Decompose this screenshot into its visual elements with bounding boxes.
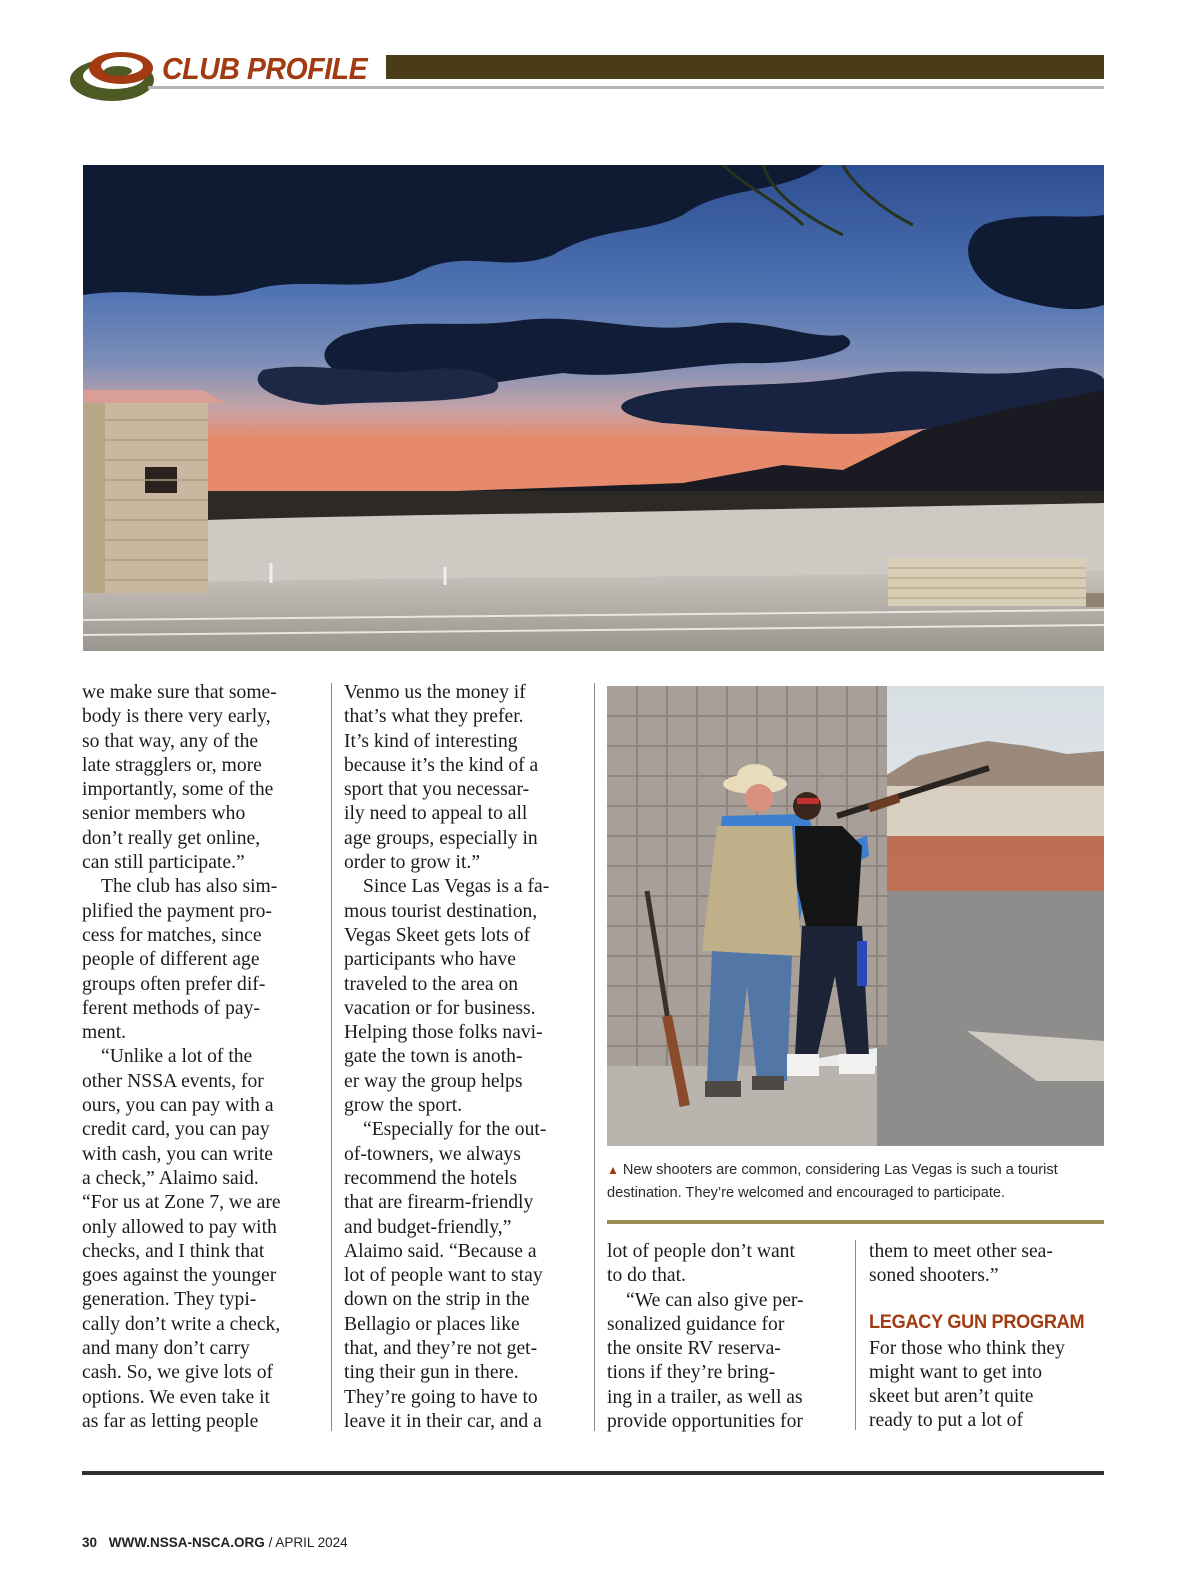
- text-line: the onsite RV reserva-: [607, 1338, 781, 1360]
- text-line: ment.: [82, 1022, 127, 1044]
- text-line: a check,” Alaimo said.: [82, 1167, 259, 1189]
- text-line: Since Las Vegas is a fa-: [363, 876, 550, 898]
- section-subhead: LEGACY GUN PROGRAM: [869, 1310, 1085, 1333]
- article-column-4: [869, 1240, 1109, 1434]
- text-line: might want to get into: [869, 1361, 1043, 1383]
- text-line: They’re going to have to: [344, 1386, 538, 1408]
- text-line: goes against the younger: [82, 1265, 277, 1287]
- photo-caption-text: New shooters are common, considering Las Vegas is such a tourist destination. They’re welcomed and encouraged to participate.: [607, 1162, 1058, 1201]
- text-line: lot of people don’t want: [607, 1241, 795, 1262]
- text-line: credit card, you can pay: [82, 1119, 270, 1141]
- text-line: to do that.: [607, 1265, 686, 1287]
- text-line: ing in a trailer, as well as: [607, 1386, 803, 1408]
- column-rule: [855, 1240, 856, 1430]
- text-line: importantly, some of the: [82, 779, 274, 801]
- footer-rule: [82, 1471, 1104, 1475]
- hero-photo-skeet-field-dusk: [83, 165, 1104, 651]
- text-line: provide opportunities for: [607, 1411, 803, 1433]
- column-4-bottom: [869, 1337, 1109, 1434]
- text-line: of-towners, we always: [344, 1143, 521, 1165]
- text-line: leave it in their car, and a: [344, 1410, 542, 1432]
- text-line: and many don’t carry: [82, 1338, 250, 1360]
- text-line: Venmo us the money if: [344, 682, 526, 703]
- issue-date: / APRIL 2024: [268, 1535, 348, 1550]
- text-line: only allowed to pay with: [82, 1216, 277, 1238]
- text-line: that, and they’re not get-: [344, 1338, 538, 1360]
- text-line: sport that you necessar-: [344, 779, 530, 801]
- text-line: For those who think they: [869, 1337, 1065, 1359]
- text-line: age groups, especially in: [344, 827, 538, 849]
- text-line: traveled to the area on: [344, 973, 519, 995]
- text-line: so that way, any of the: [82, 730, 259, 752]
- text-line: cash. So, we give lots of: [82, 1362, 274, 1384]
- text-line: “We can also give per-: [626, 1289, 804, 1311]
- photo-caption: [607, 1159, 1107, 1205]
- text-line: plified the payment pro-: [82, 900, 272, 922]
- page-number: 30: [82, 1535, 98, 1550]
- header-rule: [148, 86, 1104, 89]
- text-line: Alaimo said. “Because a: [344, 1240, 537, 1262]
- article-column-3: [607, 1240, 847, 1434]
- text-line: “Unlike a lot of the: [101, 1046, 253, 1068]
- column-rule: [594, 683, 595, 1431]
- text-line: them to meet other sea-: [869, 1241, 1053, 1262]
- text-line: “For us at Zone 7, we are: [82, 1192, 281, 1214]
- text-line: because it’s the kind of a: [344, 754, 539, 776]
- text-line: It’s kind of interesting: [344, 730, 518, 752]
- article-column-1: [82, 681, 318, 1434]
- site-url-link[interactable]: WWW.NSSA-NSCA.ORG: [108, 1535, 265, 1550]
- text-line: cally don’t write a check,: [82, 1313, 281, 1335]
- column-4-top: [869, 1240, 1109, 1289]
- text-line: body is there very early,: [82, 706, 271, 728]
- text-line: er way the group helps: [344, 1070, 523, 1092]
- text-line: lot of people want to stay: [344, 1265, 543, 1287]
- text-line: options. We even take it: [82, 1386, 270, 1408]
- article-column-2: [344, 681, 589, 1434]
- text-line: we make sure that some-: [82, 682, 277, 703]
- text-line: recommend the hotels: [344, 1167, 518, 1189]
- text-line: down on the strip in the: [344, 1289, 530, 1311]
- photo-instructor-with-new-shooter: [607, 686, 1104, 1146]
- text-line: that are firearm-friendly: [344, 1192, 534, 1214]
- text-line: grow the sport.: [344, 1095, 463, 1117]
- text-line: senior members who: [82, 803, 246, 825]
- text-line: soned shooters.”: [869, 1265, 999, 1287]
- text-line: ready to put a lot of: [869, 1410, 1023, 1432]
- section-title: CLUB PROFILE: [162, 51, 368, 86]
- text-line: The club has also sim-: [101, 876, 278, 898]
- header-bar: [386, 55, 1104, 79]
- text-line: ily need to appeal to all: [344, 803, 528, 825]
- clay-target-logo-icon: [66, 44, 162, 106]
- text-line: tions if they’re bring-: [607, 1362, 776, 1384]
- text-line: order to grow it.”: [344, 852, 481, 874]
- text-line: Bellagio or places like: [344, 1313, 520, 1335]
- text-line: and budget-friendly,”: [344, 1216, 512, 1238]
- text-line: ting their gun in there.: [344, 1362, 519, 1384]
- text-line: late stragglers or, more: [82, 754, 262, 776]
- text-line: ours, you can pay with a: [82, 1095, 274, 1117]
- text-line: other NSSA events, for: [82, 1070, 264, 1092]
- text-line: people of different age: [82, 949, 260, 971]
- caption-rule: [607, 1220, 1104, 1224]
- text-line: cess for matches, since: [82, 924, 262, 946]
- page-footer: [82, 1535, 348, 1550]
- text-line: don’t really get online,: [82, 827, 261, 849]
- text-line: “Especially for the out-: [363, 1119, 547, 1141]
- text-line: ferent methods of pay-: [82, 997, 260, 1019]
- text-line: mous tourist destination,: [344, 900, 538, 922]
- text-line: skeet but aren’t quite: [869, 1386, 1034, 1408]
- text-line: checks, and I think that: [82, 1240, 265, 1262]
- triangle-up-icon: ▲: [607, 1163, 619, 1177]
- text-line: Helping those folks navi-: [344, 1022, 543, 1044]
- text-line: vacation or for business.: [344, 997, 536, 1019]
- text-line: that’s what they prefer.: [344, 706, 524, 728]
- text-line: groups often prefer dif-: [82, 973, 266, 995]
- text-line: as far as letting people: [82, 1410, 259, 1432]
- text-line: with cash, you can write: [82, 1143, 273, 1165]
- text-line: can still participate.”: [82, 852, 245, 874]
- text-line: participants who have: [344, 949, 516, 971]
- text-line: gate the town is anoth-: [344, 1046, 523, 1068]
- text-line: Vegas Skeet gets lots of: [344, 924, 531, 946]
- text-line: sonalized guidance for: [607, 1313, 785, 1335]
- column-rule: [331, 683, 332, 1431]
- text-line: generation. They typi-: [82, 1289, 257, 1311]
